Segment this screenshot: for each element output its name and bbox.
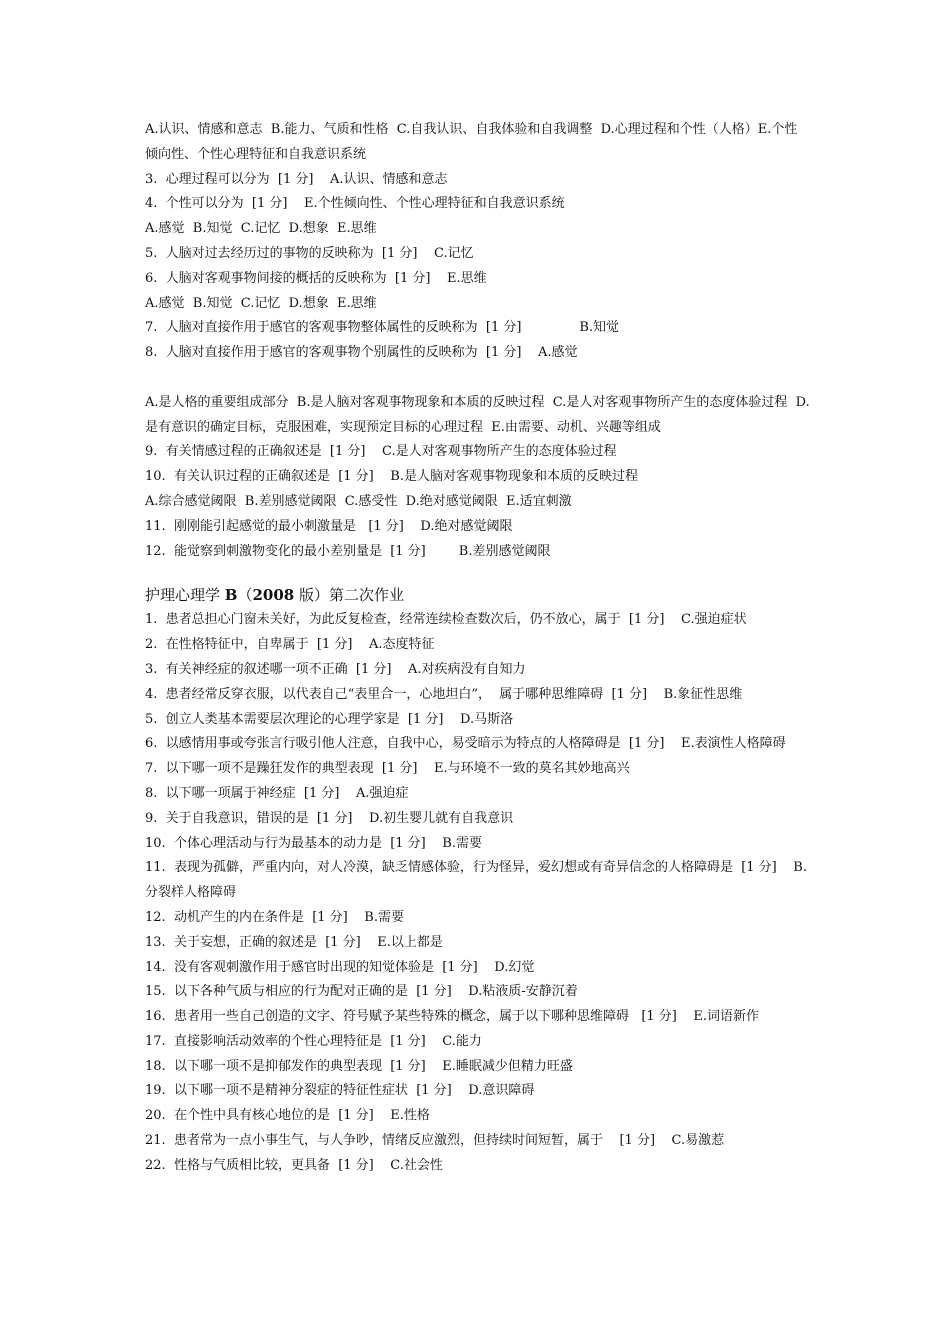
question-line: 16. 患者用一些自己创造的文字、符号赋予某些特殊的概念，属于以下哪种思维障碍 [1 分] E.词语新作 xyxy=(145,1009,760,1025)
question-line: 14. 没有客观刺激作用于感官时出现的知觉体验是 [1 分] D.幻觉 xyxy=(145,959,535,975)
question-line: 4. 个性可以分为 [1 分] E.个性倾向性、个性心理特征和自我意识系统 xyxy=(145,196,565,212)
question-line: 17. 直接影响活动效率的个性心理特征是 [1 分] C.能力 xyxy=(145,1033,482,1049)
question-line: 13. 关于妄想，正确的叙述是 [1 分] E.以上都是 xyxy=(145,934,443,950)
question-line: 21. 患者常为一点小事生气，与人争吵，情绪反应激烈，但持续时间短暂，属于 [1 分] C.易激惹 xyxy=(145,1133,725,1149)
question-line: 8. 人脑对直接作用于感官的客观事物个别属性的反映称为 [1 分] A.感觉 xyxy=(145,345,578,361)
question-line: 7. 以下哪一项不是躁狂发作的典型表现 [1 分] E.与环境不一致的莫名其妙地高兴 xyxy=(145,761,630,777)
document-content xyxy=(145,118,810,1179)
question-line: 1. 患者总担心门窗未关好，为此反复检查，经常连续检查数次后，仍不放心，属于 [1 分] C.强迫症状 xyxy=(145,612,747,628)
question-line: 7. 人脑对直接作用于感官的客观事物整体属性的反映称为 [1 分] B.知觉 xyxy=(145,320,620,336)
section-options-1 xyxy=(145,118,810,366)
question-line: 10. 个体心理活动与行为最基本的动力是 [1 分] B.需要 xyxy=(145,835,482,851)
question-line: 6. 以感情用事或夸张言行吸引他人注意，自我中心，易受暗示为特点的人格障碍是 [1 分] E.表演性人格障碍 xyxy=(145,736,786,752)
blank-line xyxy=(145,564,810,580)
question-line: 5. 创立人类基本需要层次理论的心理学家是 [1 分] D.马斯洛 xyxy=(145,711,514,727)
question-line: 3. 心理过程可以分为 [1 分] A.认识、情感和意志 xyxy=(145,171,448,187)
question-line: 3. 有关神经症的叙述哪一项不正确 [1 分] A.对疾病没有自知力 xyxy=(145,661,526,677)
question-line: 8. 以下哪一项属于神经症 [1 分] A.强迫症 xyxy=(145,785,409,801)
question-line: 2. 在性格特征中，自卑属于 [1 分] A.态度特征 xyxy=(145,637,435,653)
question-line: 9. 有关情感过程的正确叙述是 [1 分] C.是人对客观事物所产生的态度体验过程 xyxy=(145,444,617,460)
question-line: 12. 动机产生的内在条件是 [1 分] B.需要 xyxy=(145,909,404,925)
text-line: A.认识、情感和意志 B.能力、气质和性格 C.自我认识、自我体验和自我调整 D.心理过程和个性（人格）E.个性倾向性、个性心理特征和自我意识系统 xyxy=(145,122,798,162)
question-line: 5. 人脑对过去经历过的事物的反映称为 [1 分] C.记忆 xyxy=(145,245,474,261)
question-line: 4. 患者经常反穿衣服，以代表自己“表里合一，心地坦白”， 属于哪种思维障碍 [1 分] B.象征性思维 xyxy=(145,686,743,702)
section-second-assignment xyxy=(145,582,810,1178)
question-line: 6. 人脑对客观事物间接的概括的反映称为 [1 分] E.思维 xyxy=(145,270,487,286)
question-line: 20. 在个性中具有核心地位的是 [1 分] E.性格 xyxy=(145,1108,430,1124)
section-options-2 xyxy=(145,391,810,565)
question-line: 22. 性格与气质相比较，更具备 [1 分] C.社会性 xyxy=(145,1157,443,1173)
question-line: 11. 刚刚能引起感觉的最小刺激量是 [1 分] D.绝对感觉阈限 xyxy=(145,518,513,534)
section-heading: 护理心理学 B（2008 版）第二次作业 xyxy=(145,586,405,605)
options-line: A.感觉 B.知觉 C.记忆 D.想象 E.思维 xyxy=(145,295,377,311)
question-line: 10. 有关认识过程的正确叙述是 [1 分] B.是人脑对客观事物现象和本质的反映过程 xyxy=(145,469,638,485)
question-line: 19. 以下哪一项不是精神分裂症的特征性症状 [1 分] D.意识障碍 xyxy=(145,1083,535,1099)
question-line: 11. 表现为孤僻，严重内向，对人冷漠，缺乏情感体验，行为怪异，爱幻想或有奇异信念的人格障碍是 [1 分] B.分裂样人格障碍 xyxy=(145,860,807,901)
blank-line xyxy=(145,366,810,391)
options-line: A.感觉 B.知觉 C.记忆 D.想象 E.思维 xyxy=(145,221,377,237)
question-line: 18. 以下哪一项不是抑郁发作的典型表现 [1 分] E.睡眠减少但精力旺盛 xyxy=(145,1058,573,1074)
options-line: A.是人格的重要组成部分 B.是人脑对客观事物现象和本质的反映过程 C.是人对客观事物所产生的态度体验过程 D.是有意识的确定目标，克服困难，实现预定目标的心理过程 E.由需要、动机、兴趣等组成 xyxy=(145,394,810,435)
question-line: 9. 关于自我意识，错误的是 [1 分] D.初生婴儿就有自我意识 xyxy=(145,810,514,826)
question-line: 15. 以下各种气质与相应的行为配对正确的是 [1 分] D.粘液质-安静沉着 xyxy=(145,984,578,1000)
question-line: 12. 能觉察到刺激物变化的最小差别量是 [1 分] B.差别感觉阈限 xyxy=(145,543,551,559)
options-line: A.综合感觉阈限 B.差别感觉阈限 C.感受性 D.绝对感觉阈限 E.适宜刺激 xyxy=(145,493,572,509)
